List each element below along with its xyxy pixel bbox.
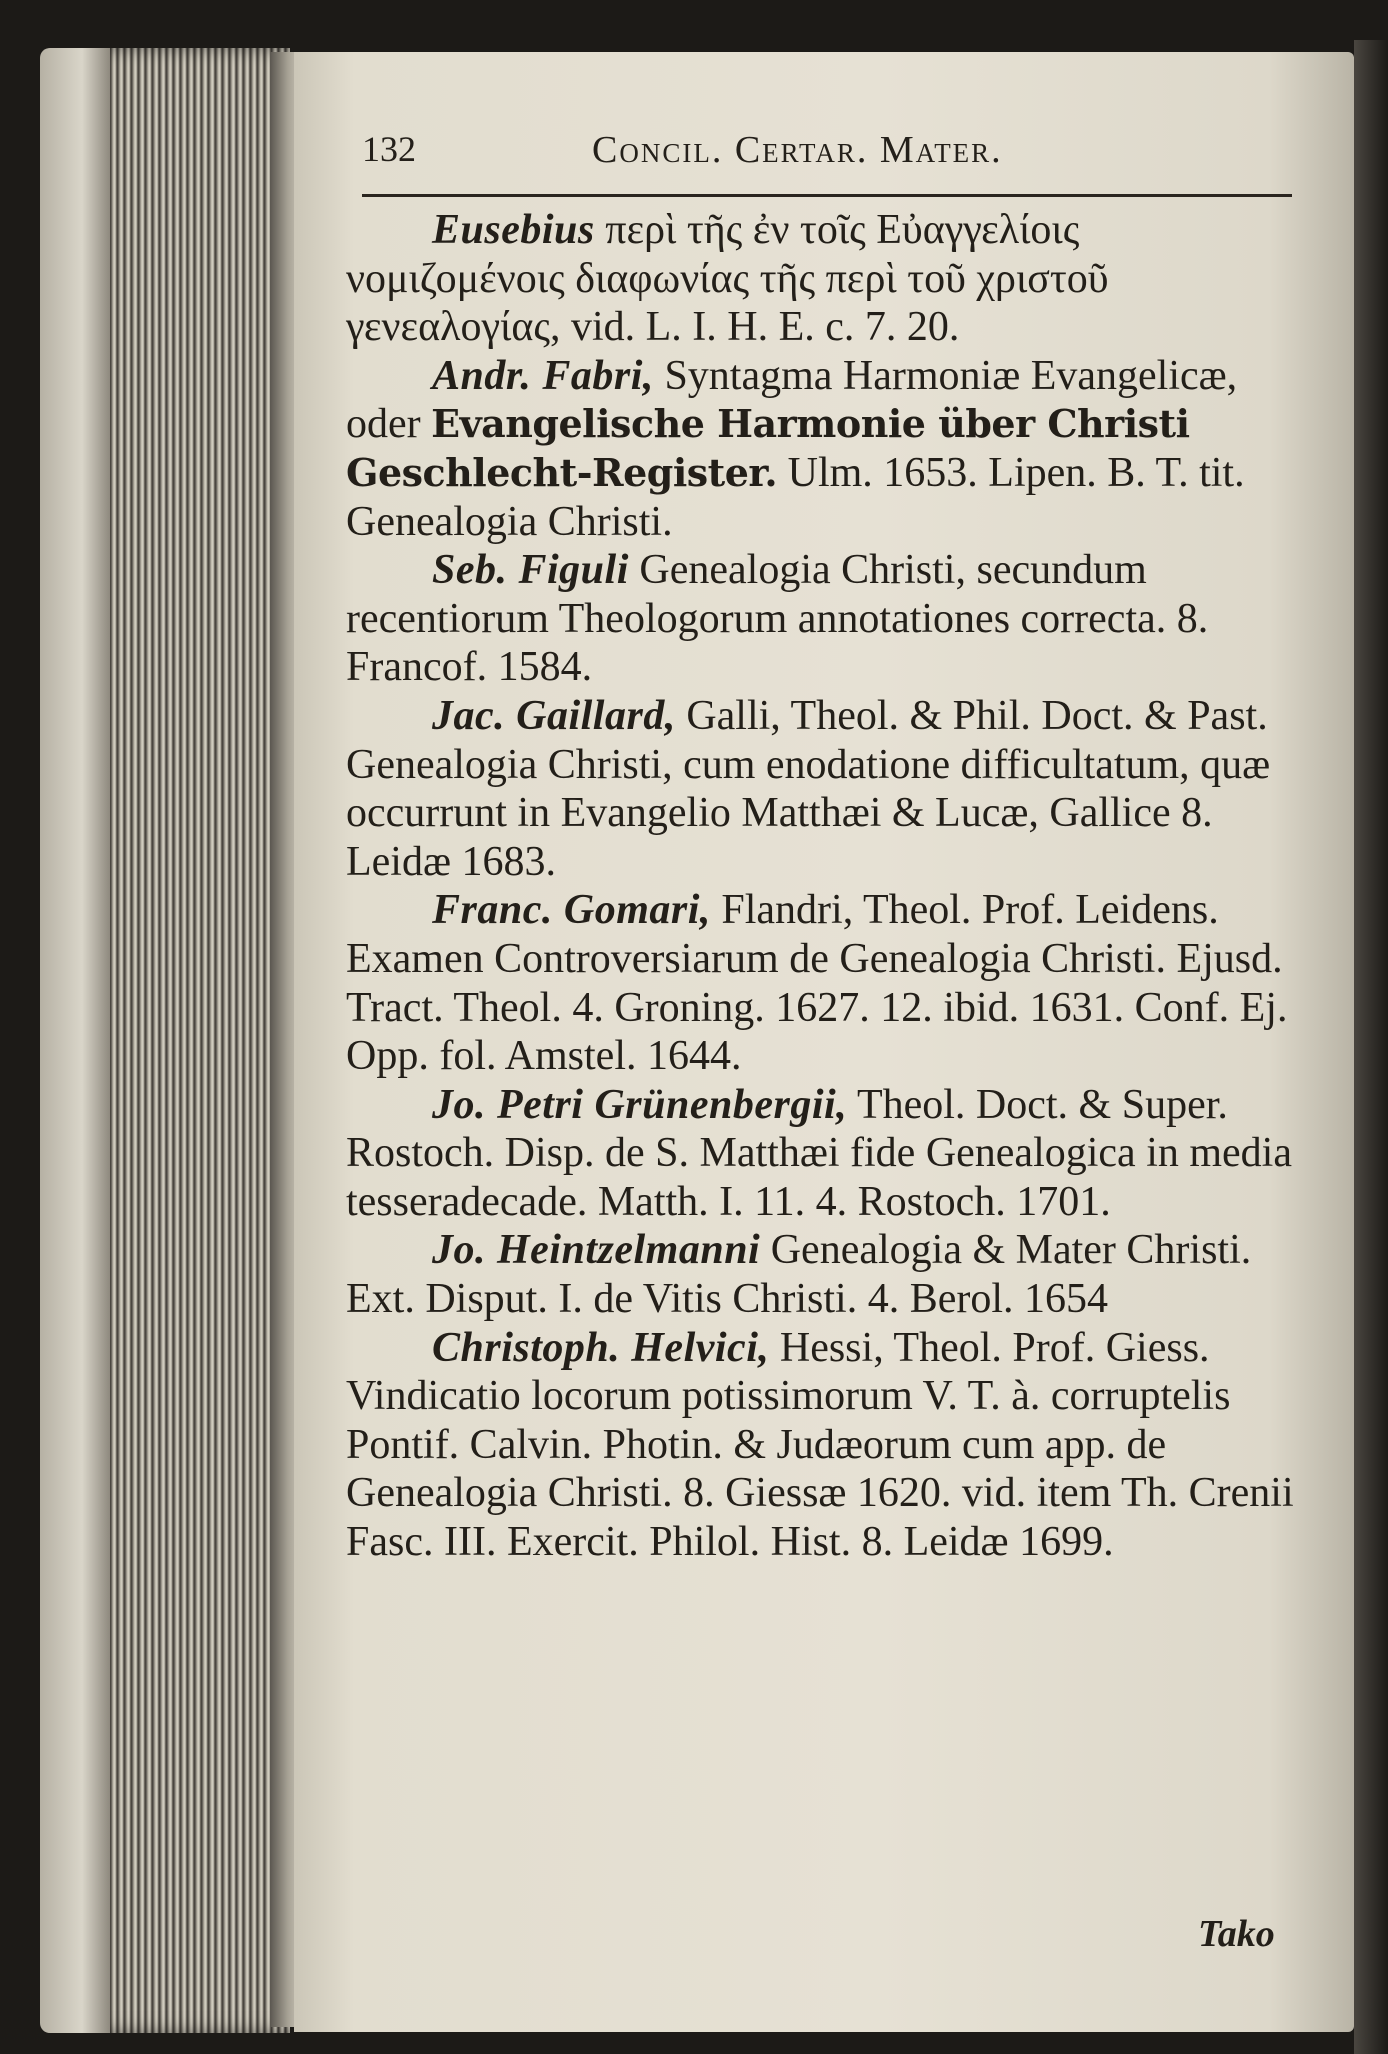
entry-author: Seb. Figuli <box>432 547 629 594</box>
entry-blackletter-text: Evangelische Harmonie über Christi Geschlecht-Register. <box>346 401 1190 495</box>
entry-author: Andr. Fabri, <box>432 352 654 399</box>
entry-text: Genealogia Christi, secundum recentiorum Theologorum annotationes correcta. 8. Francof. 1584. <box>346 547 1209 691</box>
entry-text: Galli, Theol. & Phil. Doct. & Past. Genealogia Christi, cum enodatione difficultatum, quæ occurrunt in Evangelio Matthæi & Lucæ, Gallice 8. Leidæ 1683. <box>346 692 1271 885</box>
entry-text: περὶ τῆς ἐν τοῖς Εὐαγγελίοις νομιζομένοις διαφωνίας τῆς περὶ τοῦ χριστοῦ γενεαλογίας, vid. L. I. H. E. c. 7. 20. <box>346 207 1109 351</box>
bibliography-entry <box>346 1324 1296 1567</box>
book-cover-edge <box>40 48 110 2033</box>
entry-text: Theol. Doct. & Super. Rostoch. Disp. de S. Matthæi fide Genealogica in media tesseradecade. Matth. I. 11. 4. Rostoch. 1701. <box>346 1081 1292 1225</box>
bibliography-entry <box>346 206 1296 352</box>
entry-text: Hessi, Theol. Prof. Giess. Vindicatio locorum potissimorum V. T. à. corruptelis Pontif. Calvin. Photin. & Judæorum cum app. de Genealogia Christi. 8. Giessæ 1620. vid. item Th. Crenii Fasc. III. Exercit. Philol. Hist. 8. Leidæ 1699. <box>346 1324 1294 1566</box>
bibliography-entry <box>346 692 1296 886</box>
bibliography-entry <box>346 886 1296 1080</box>
scan-border <box>1354 40 1388 2054</box>
running-title: Concil. Certar. Mater. <box>592 129 1003 171</box>
entry-text: Syntagma Harmoniæ Evangelicæ, oder <box>346 352 1238 448</box>
entry-author: Christoph. Helvici, <box>432 1324 770 1371</box>
entry-author: Eusebius <box>432 207 595 253</box>
entry-author: Franc. Gomari, <box>432 887 711 934</box>
entry-text: Genealogia & Mater Christi. Ext. Disput. I. de Vitis Christi. 4. Berol. 1654 <box>346 1227 1252 1323</box>
bibliography-entry <box>346 1226 1296 1323</box>
page-header <box>362 128 1362 180</box>
entry-text: Flandri, Theol. Prof. Leidens. Examen Controversiarum de Genealogia Christi. Ejusd. Tract. Theol. 4. Groning. 1627. 12. ibid. 1631. Conf. Ej. Opp. fol. Amstel. 1644. <box>346 887 1288 1080</box>
page-number: 132 <box>362 129 416 169</box>
bibliography-entry <box>346 352 1296 546</box>
catchword: Tako <box>1198 1913 1275 1955</box>
entry-author: Jo. Heintzelmanni <box>432 1227 761 1274</box>
page-body <box>346 206 1296 1567</box>
bibliography-entry <box>346 546 1296 692</box>
entry-author: Jo. Petri Grünenbergii, <box>432 1081 848 1128</box>
entry-text-after: Ulm. 1653. Lipen. B. T. tit. Genealogia Christi. <box>346 449 1245 545</box>
header-rule <box>362 194 1292 197</box>
entry-author: Jac. Gaillard, <box>432 692 676 739</box>
bibliography-entry <box>346 1081 1296 1227</box>
